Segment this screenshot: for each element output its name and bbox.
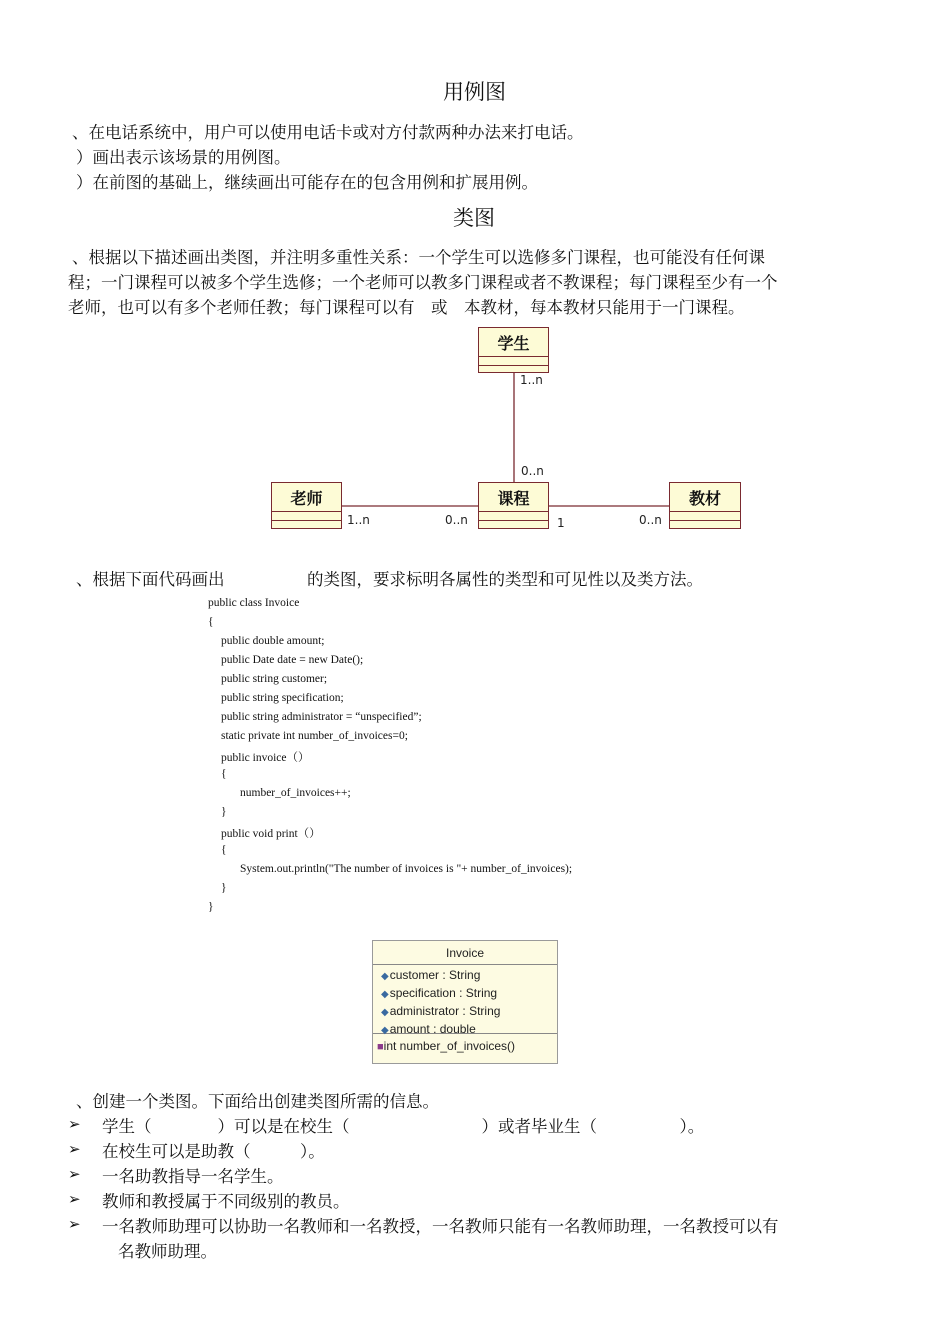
bullet-item: 一名教师助理可以协助一名教师和一名教授，一名教师只能有一名教师助理，一名教授可以有 [102, 1217, 779, 1236]
q2-line2: 程；一门课程可以被多个学生选修；一个老师可以教多门课程或者不教课程；每门课程至少有一个 [68, 273, 778, 292]
class-course [478, 482, 549, 529]
invoice-class-name: Invoice [373, 941, 557, 965]
code-line: } [221, 806, 227, 818]
bullet-arrow-icon: ➢ [68, 1165, 81, 1183]
bullet-arrow-icon: ➢ [68, 1115, 81, 1133]
invoice-operations [373, 1034, 557, 1059]
attribute-diamond-icon: ◆ [381, 971, 389, 982]
class-teacher-attrs [272, 512, 341, 521]
invoice-attribute: ◆customer : String [381, 968, 481, 982]
code-line: } [208, 901, 214, 913]
mult-textbook: 0..n [639, 513, 662, 527]
class-textbook-attrs [670, 512, 740, 521]
bullet-item: 在校生可以是助教（ ）。 [102, 1142, 325, 1161]
usecase-title: 用例图 [443, 80, 506, 104]
class-teacher-name: 老师 [272, 483, 341, 512]
bullet-item: 学生（ ）可以是在校生（ ）或者毕业生（ ）。 [102, 1117, 705, 1136]
code-line: public double amount; [221, 635, 325, 647]
class-teacher [271, 482, 342, 529]
invoice-class-box [372, 940, 558, 1064]
bullet-item: 一名助教指导一名学生。 [102, 1167, 284, 1186]
operation-icon: ■ [377, 1041, 384, 1053]
invoice-attribute: ◆amount : double [381, 1022, 476, 1036]
code-line: public string customer; [221, 673, 328, 685]
mult-course-right: 1 [557, 516, 565, 530]
code-line: number_of_invoices++; [240, 787, 351, 799]
q1-text: 、在电话系统中，用户可以使用电话卡或对方付款两种办法来打电话。 [72, 123, 584, 142]
q1-part2: ）在前图的基础上，继续画出可能存在的包含用例和扩展用例。 [76, 173, 538, 192]
attribute-diamond-icon: ◆ [381, 1025, 389, 1036]
class-student [478, 327, 549, 373]
class-textbook [669, 482, 741, 529]
code-line: public string administrator = “unspecified”; [221, 711, 422, 723]
q2-line3: 老师，也可以有多个老师任教；每门课程可以有 或 本教材，每本教材只能用于一门课程。 [68, 298, 745, 317]
bullet-item: 教师和教授属于不同级别的教员。 [102, 1192, 350, 1211]
mult-teacher: 1..n [347, 513, 370, 527]
mult-student: 1..n [520, 373, 543, 387]
attribute-diamond-icon: ◆ [381, 1007, 389, 1018]
bullet-arrow-icon: ➢ [68, 1190, 81, 1208]
invoice-attribute: ◆administrator : String [381, 1004, 501, 1018]
q2-line1: 、根据以下描述画出类图，并注明多重性关系：一个学生可以选修多门课程，也可能没有任何课 [72, 248, 765, 267]
mult-course-left: 0..n [445, 513, 468, 527]
attribute-diamond-icon: ◆ [381, 989, 389, 1000]
code-line: public Date date = new Date(); [221, 654, 364, 666]
code-line: { [221, 768, 227, 780]
q4-text: 、创建一个类图。下面给出创建类图所需的信息。 [76, 1092, 439, 1111]
class-student-name: 学生 [479, 328, 548, 357]
code-line: } [221, 882, 227, 894]
invoice-attribute: ◆specification : String [381, 986, 498, 1000]
code-line: public string specification; [221, 692, 344, 704]
class-course-attrs [479, 512, 548, 521]
class-textbook-name: 教材 [670, 483, 740, 512]
class-course-name: 课程 [479, 483, 548, 512]
bullet-item-continuation: 名教师助理。 [118, 1242, 217, 1261]
invoice-attributes [373, 965, 557, 1034]
code-line: { [208, 616, 214, 628]
code-line: public invoice（） [221, 752, 310, 764]
code-line: public void print（） [221, 828, 321, 840]
code-line: System.out.println("The number of invoices is "+ number_of_invoices); [240, 863, 573, 875]
q3-text: 、根据下面代码画出 的类图，要求标明各属性的类型和可见性以及类方法。 [76, 570, 703, 589]
bullet-arrow-icon: ➢ [68, 1140, 81, 1158]
code-line: static private int number_of_invoices=0; [221, 730, 408, 742]
invoice-operation: ■int number_of_invoices() [377, 1039, 516, 1053]
bullet-arrow-icon: ➢ [68, 1215, 81, 1233]
q1-part1: ）画出表示该场景的用例图。 [76, 148, 291, 167]
mult-course-top: 0..n [521, 464, 544, 478]
classdiagram-title: 类图 [453, 206, 495, 230]
code-line: { [221, 844, 227, 856]
code-line: public class Invoice [208, 597, 300, 609]
class-student-attrs [479, 357, 548, 366]
class-diagram-lines [0, 0, 950, 560]
